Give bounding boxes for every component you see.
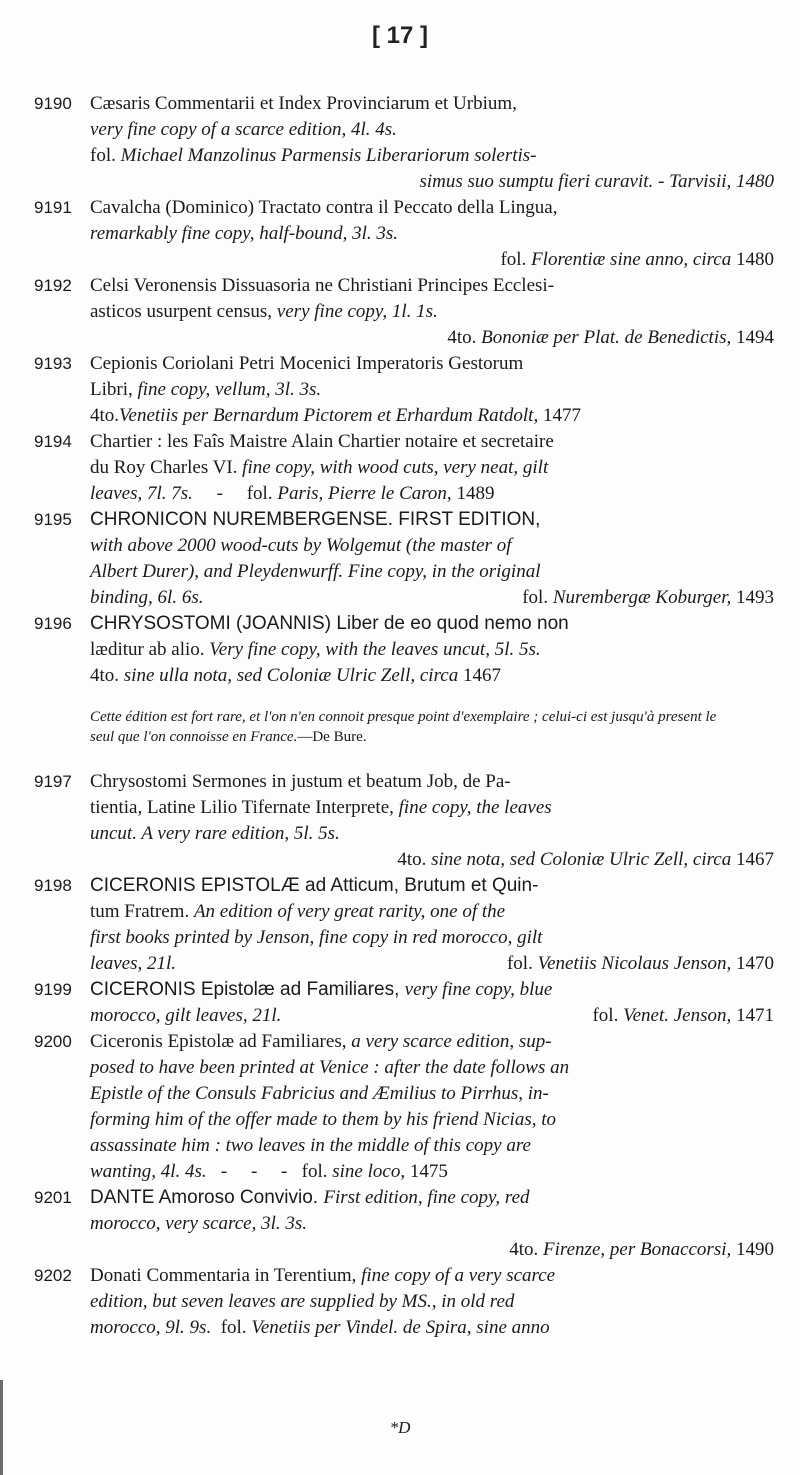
entry-description: edition, but seven leaves are supplied by MS., in old red <box>90 1291 515 1312</box>
note-attribution: —De Bure. <box>297 729 367 745</box>
entry-imprint: Venet. Jenson, <box>623 1005 736 1026</box>
entry-description: uncut. A very rare edition, 5l. 5s. <box>90 823 340 844</box>
entry-description: very fine copy, blue <box>404 979 553 1000</box>
entry-description: posed to have been printed at Venice : after the date follows an <box>90 1057 570 1078</box>
entry-text: Donati Commentaria in Terentium, <box>90 1265 362 1286</box>
entry-imprint: Bononiæ per Plat. de Benedictis, <box>481 327 736 348</box>
lot-number: 9196 <box>34 614 72 633</box>
entry-text: CICERONIS Epistolæ ad Familiares, <box>90 979 405 1000</box>
lot-number: 9192 <box>34 276 72 295</box>
entry-description: very fine copy, 1l. 1s. <box>276 301 438 322</box>
lot-number: 9200 <box>34 1032 72 1051</box>
entry-description: fine copy of a very scarce <box>361 1265 556 1286</box>
entry-text: Ciceronis Epistolæ ad Familiares, <box>90 1031 352 1052</box>
entry-imprint: sine loco, <box>332 1161 410 1182</box>
entry-description: Albert Durer), and Pleydenwurff. Fine copy, in the original <box>90 561 541 582</box>
entry-9191 <box>34 195 774 273</box>
signature-mark: *D <box>389 1418 411 1437</box>
entry-9200 <box>34 1029 774 1185</box>
entry-9192 <box>34 273 774 351</box>
entry-description: a very scarce edition, sup- <box>351 1031 552 1052</box>
entry-imprint: Nurembergæ Koburger, <box>552 587 736 608</box>
entry-description: fine copy, vellum, 3l. 3s. <box>137 379 322 400</box>
entry-text: DANTE Amoroso Convivio. <box>90 1187 324 1208</box>
entry-description: First edition, fine copy, red <box>323 1187 530 1208</box>
entry-description: wanting, 4l. 4s. <box>90 1161 207 1182</box>
entry-text: Chartier : les Faîs Maistre Alain Chartier notaire et secretaire <box>90 431 554 452</box>
entry-9201 <box>34 1185 774 1263</box>
entry-description: leaves, 7l. 7s. <box>90 483 193 504</box>
entry-imprint: Venetiis Nicolaus Jenson, <box>537 953 736 974</box>
entry-imprint: Venetiis per Bernardum Pictorem et Erhardum Ratdolt, <box>119 405 543 426</box>
entry-9196 <box>34 611 774 689</box>
binding-edge <box>0 1380 3 1475</box>
entry-description: first books printed by Jenson, fine copy in red morocco, gilt <box>90 927 543 948</box>
entry-description: fine copy, with wood cuts, very neat, gilt <box>242 457 549 478</box>
entry-9202 <box>34 1263 774 1341</box>
lot-number: 9201 <box>34 1188 72 1207</box>
entry-description: assassinate him : two leaves in the middle of this copy are <box>90 1135 531 1156</box>
format: 4to. <box>90 405 120 426</box>
entry-year: 1470 <box>736 953 774 974</box>
entry-text: tientia, Latine Lilio Tifernate Interprete, <box>90 797 399 818</box>
entry-9195 <box>34 507 774 611</box>
note-quote: Cette édition est fort rare, et l'on n'en connoit presque point d'exemplaire ; celui-ci est jusqu'à present le seul que l'on connoisse en France. <box>90 709 717 745</box>
entry-9190 <box>34 91 774 195</box>
entry-description: forming him of the offer made to them by his friend Nicias, to <box>90 1109 556 1130</box>
entry-imprint: Firenze, per Bonaccorsi, <box>543 1239 736 1260</box>
entry-imprint: simus suo sumptu fieri curavit. - Tarvisii, 1480 <box>419 171 774 192</box>
entry-description: very fine copy of a scarce edition, 4l. 4s. <box>90 119 397 140</box>
entry-text: tum Fratrem. <box>90 901 194 922</box>
entry-description: fine copy, the leaves <box>398 797 552 818</box>
format: 4to. <box>447 327 482 348</box>
entry-imprint: Venetiis per Vindel. de Spira, sine anno <box>251 1317 550 1338</box>
format: - - - fol. <box>206 1161 333 1182</box>
entry-text: du Roy Charles VI. <box>90 457 243 478</box>
entry-9198 <box>34 873 774 977</box>
lot-number: 9199 <box>34 980 72 999</box>
entry-year: 1493 <box>736 587 774 608</box>
entry-description: with above 2000 wood-cuts by Wolgemut (the master of <box>90 535 512 556</box>
entry-year: 1489 <box>456 483 495 504</box>
entry-text: Chrysostomi Sermones in justum et beatum Job, de Pa- <box>90 771 511 792</box>
format: fol. <box>211 1317 252 1338</box>
entry-year: 1467 <box>736 849 774 870</box>
lot-number: 9194 <box>34 432 72 451</box>
entry-description: binding, 6l. 6s. <box>90 587 204 608</box>
entry-description: Very fine copy, with the leaves uncut, 5l. 5s. <box>209 639 541 660</box>
page-number: [ 17 ] <box>371 22 428 49</box>
entry-text: CHRONICON NUREMBERGENSE. FIRST EDITION, <box>90 509 541 530</box>
format: - fol. <box>192 483 278 504</box>
entry-year: 1477 <box>542 405 581 426</box>
format: 4to. <box>509 1239 544 1260</box>
entry-description: morocco, very scarce, 3l. 3s. <box>90 1213 308 1234</box>
format: fol. <box>506 953 538 974</box>
lot-number: 9198 <box>34 876 72 895</box>
lot-number: 9202 <box>34 1266 72 1285</box>
entry-year: 1471 <box>736 1005 774 1026</box>
catalogue-entries <box>34 91 774 1341</box>
entry-imprint: sine nota, sed Coloniæ Ulric Zell, circa <box>431 849 736 870</box>
entry-text: CICERONIS EPISTOLÆ ad Atticum, Brutum et Quin- <box>90 875 539 896</box>
format: fol. <box>90 145 121 166</box>
entry-year: 1494 <box>736 327 774 348</box>
format: 4to. <box>397 849 432 870</box>
format: 4to. <box>90 665 124 686</box>
entry-imprint: Paris, Pierre le Caron, <box>277 483 457 504</box>
format: fol. <box>592 1005 624 1026</box>
entry-description: Epistle of the Consuls Fabricius and Æmilius to Pirrhus, in- <box>90 1083 549 1104</box>
entry-text: Cæsaris Commentarii et Index Provinciarum et Urbium, <box>90 93 517 114</box>
format: fol. <box>522 587 553 608</box>
entry-imprint: sine ulla nota, sed Coloniæ Ulric Zell, circa <box>123 665 463 686</box>
entry-description: morocco, gilt leaves, 21l. <box>90 1005 282 1026</box>
entry-imprint: Michael Manzolinus Parmensis Liberariorum solertis- <box>120 145 537 166</box>
entry-text: Cepionis Coriolani Petri Mocenici Imperatoris Gestorum <box>90 353 524 374</box>
entry-year: 1490 <box>736 1239 774 1260</box>
bibliographic-note <box>90 707 730 747</box>
entry-text: Celsi Veronensis Dissuasoria ne Christiani Principes Ecclesi- <box>90 275 555 296</box>
entry-imprint: Florentiæ sine anno, circa <box>531 249 736 270</box>
format: fol. <box>500 249 532 270</box>
entry-9194 <box>34 429 774 507</box>
entry-text: asticos usurpent census, <box>90 301 277 322</box>
entry-description: remarkably fine copy, half-bound, 3l. 3s. <box>90 223 398 244</box>
entry-text: CHRYSOSTOMI (JOANNIS) Liber de eo quod nemo non <box>90 613 569 634</box>
entry-year: 1467 <box>462 665 501 686</box>
lot-number: 9190 <box>34 94 72 113</box>
lot-number: 9197 <box>34 772 72 791</box>
entry-description: An edition of very great rarity, one of the <box>193 901 506 922</box>
entry-description: leaves, 21l. <box>90 953 177 974</box>
entry-text: Libri, <box>90 379 138 400</box>
entry-text: læditur ab alio. <box>90 639 210 660</box>
lot-number: 9193 <box>34 354 72 373</box>
lot-number: 9191 <box>34 198 72 217</box>
entry-9193 <box>34 351 774 429</box>
entry-year: 1480 <box>736 249 774 270</box>
entry-year: 1475 <box>409 1161 448 1182</box>
entry-9197 <box>34 769 774 873</box>
lot-number: 9195 <box>34 510 72 529</box>
entry-9199 <box>34 977 774 1029</box>
entry-description: morocco, 9l. 9s. <box>90 1317 212 1338</box>
entry-text: Cavalcha (Dominico) Tractato contra il Peccato della Lingua, <box>90 197 558 218</box>
